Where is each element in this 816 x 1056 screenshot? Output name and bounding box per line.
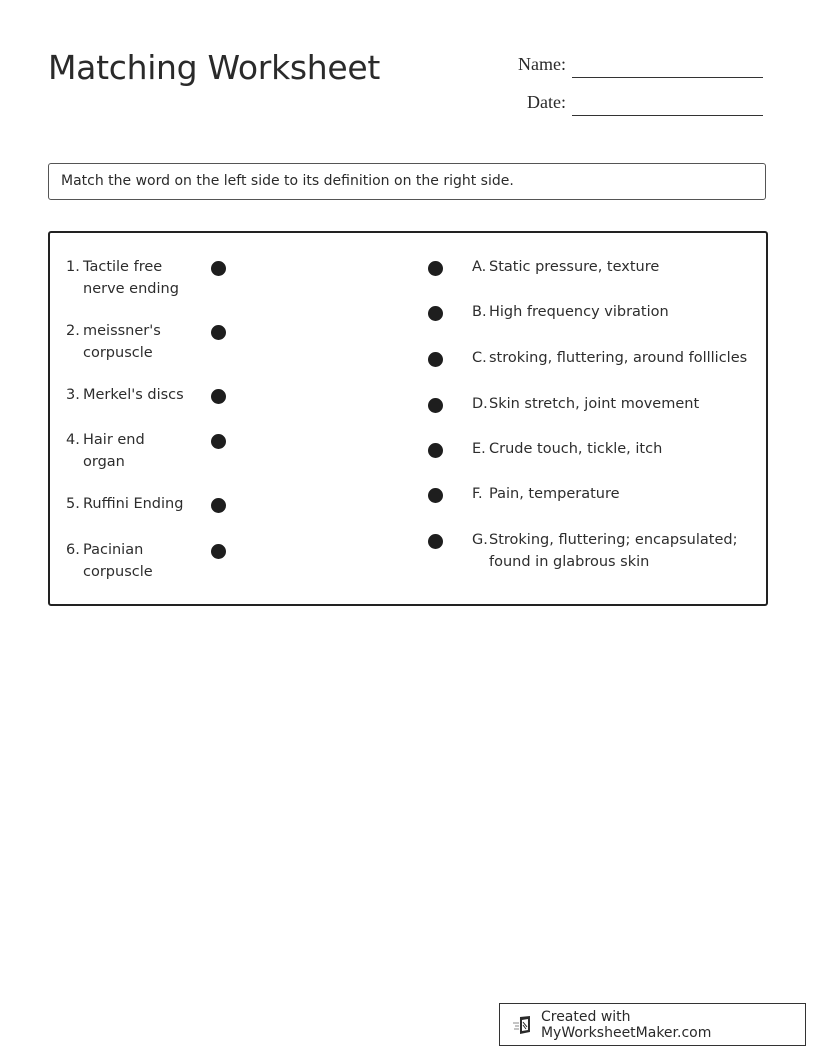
page-title: Matching Worksheet — [48, 48, 381, 87]
term-dot[interactable] — [211, 498, 226, 513]
definition-letter: C. — [472, 350, 487, 366]
term-text: Merkel's discs — [83, 387, 184, 403]
definition-item — [472, 302, 752, 324]
term-number: 4. — [66, 432, 80, 448]
term-item — [66, 430, 161, 473]
term-number: 6. — [66, 542, 80, 558]
definition-letter: B. — [472, 304, 487, 320]
term-number: 3. — [66, 387, 80, 403]
definition-dot[interactable] — [428, 534, 443, 549]
definition-text: Stroking, fluttering; encapsulated; found in glabrous skin — [489, 532, 738, 570]
date-label: Date: — [527, 92, 566, 112]
term-item — [66, 385, 206, 407]
term-text: Tactile free nerve ending — [83, 259, 179, 297]
definition-letter: F. — [472, 486, 483, 502]
term-item — [66, 494, 206, 516]
definition-dot[interactable] — [428, 261, 443, 276]
term-dot[interactable] — [211, 389, 226, 404]
term-text: Hair end organ — [83, 432, 145, 470]
term-dot[interactable] — [211, 544, 226, 559]
term-number: 5. — [66, 496, 80, 512]
instructions-box: Match the word on the left side to its definition on the right side. — [48, 163, 766, 200]
definition-dot[interactable] — [428, 352, 443, 367]
footer-text: Created with MyWorksheetMaker.com — [540, 1008, 712, 1041]
definition-text: Skin stretch, joint movement — [489, 396, 700, 412]
definition-dot[interactable] — [428, 488, 443, 503]
name-line[interactable] — [572, 57, 763, 78]
definition-item — [472, 530, 740, 573]
definition-letter: D. — [472, 396, 488, 412]
definition-item — [472, 257, 752, 279]
term-number: 2. — [66, 323, 80, 339]
name-label: Name: — [518, 54, 566, 74]
definition-text: High frequency vibration — [489, 304, 669, 320]
definition-letter: G. — [472, 532, 488, 548]
term-text: Ruffini Ending — [83, 496, 184, 512]
name-field — [506, 54, 763, 74]
definition-item — [472, 439, 752, 461]
definition-item — [472, 348, 752, 370]
term-dot[interactable] — [211, 325, 226, 340]
date-line[interactable] — [572, 95, 763, 116]
date-field — [506, 92, 763, 112]
term-text: Pacinian corpuscle — [83, 542, 153, 580]
definition-text: Crude touch, tickle, itch — [489, 441, 663, 457]
footer-badge[interactable] — [499, 1003, 806, 1046]
definition-item — [472, 484, 752, 506]
definition-dot[interactable] — [428, 306, 443, 321]
definition-letter: A. — [472, 259, 487, 275]
definition-text: Pain, temperature — [489, 486, 620, 502]
term-item — [66, 321, 186, 364]
definition-letter: E. — [472, 441, 486, 457]
term-item — [66, 540, 186, 583]
term-dot[interactable] — [211, 434, 226, 449]
term-item — [66, 257, 186, 300]
definition-item — [472, 394, 752, 416]
term-dot[interactable] — [211, 261, 226, 276]
worksheet-maker-logo-icon — [512, 1015, 534, 1035]
definition-dot[interactable] — [428, 443, 443, 458]
definition-dot[interactable] — [428, 398, 443, 413]
term-text: meissner's corpuscle — [83, 323, 161, 361]
definition-text: Static pressure, texture — [489, 259, 660, 275]
definition-text: stroking, fluttering, around folllicles — [489, 350, 748, 366]
term-number: 1. — [66, 259, 80, 275]
